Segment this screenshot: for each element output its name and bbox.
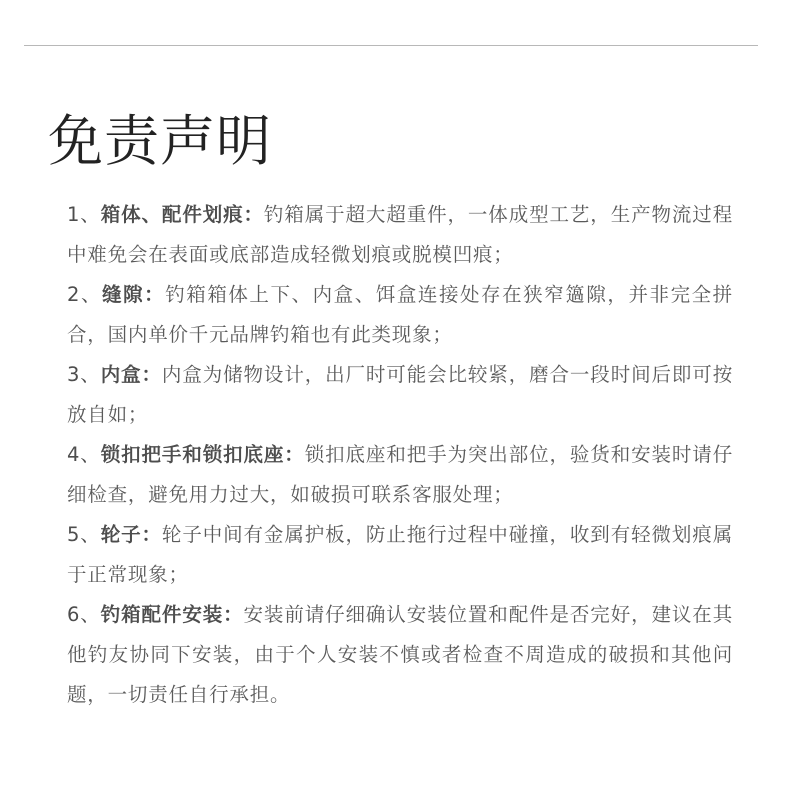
item-number: 2、 xyxy=(67,283,103,306)
item-body: 锁扣底座和把手为突出部位，验货和安装时请仔细检查，避免用力过大，如破损可联系客服处理； xyxy=(67,443,733,506)
disclaimer-item-6 xyxy=(67,595,733,715)
page-title: 免责声明 xyxy=(48,109,273,173)
disclaimer-item-3 xyxy=(67,355,733,435)
item-heading: 缝隙： xyxy=(102,283,166,306)
item-number: 4、 xyxy=(67,443,101,466)
disclaimer-item-2 xyxy=(67,275,733,355)
disclaimer-item-1 xyxy=(67,195,733,275)
item-heading: 锁扣把手和锁扣底座： xyxy=(100,443,305,466)
top-divider xyxy=(24,45,758,46)
item-number: 5、 xyxy=(67,523,101,546)
item-heading: 箱体、配件划痕： xyxy=(100,203,264,226)
disclaimer-item-5 xyxy=(67,515,733,595)
item-heading: 轮子： xyxy=(100,523,162,546)
item-number: 1、 xyxy=(67,203,101,226)
item-heading: 内盒： xyxy=(100,363,162,386)
item-body: 钓箱箱体上下、内盒、饵盒连接处存在狭窄簻隙，并非完全拼合，国内单价千元品牌钓箱也有此类现象； xyxy=(67,283,733,346)
disclaimer-item-4 xyxy=(67,435,733,515)
item-body: 钓箱属于超大超重件，一体成型工艺，生产物流过程中难免会在表面或底部造成轻微划痕或脱模凹痕； xyxy=(67,203,734,266)
disclaimer-list xyxy=(67,195,733,715)
item-heading: 钓箱配件安装： xyxy=(100,603,244,626)
item-number: 3、 xyxy=(67,363,101,386)
item-body: 安装前请仔细确认安装位置和配件是否完好，建议在其他钓友协同下安装，由于个人安装不慎或者检查不周造成的破损和其他问题，一切责任自行承担。 xyxy=(67,603,733,706)
item-body: 内盒为储物设计，出厂时可能会比较紧，磨合一段时间后即可按放自如； xyxy=(67,363,733,426)
item-body: 轮子中间有金属护板，防止拖行过程中碰撞，收到有轻微划痕属于正常现象； xyxy=(67,523,733,586)
item-number: 6、 xyxy=(67,603,101,626)
